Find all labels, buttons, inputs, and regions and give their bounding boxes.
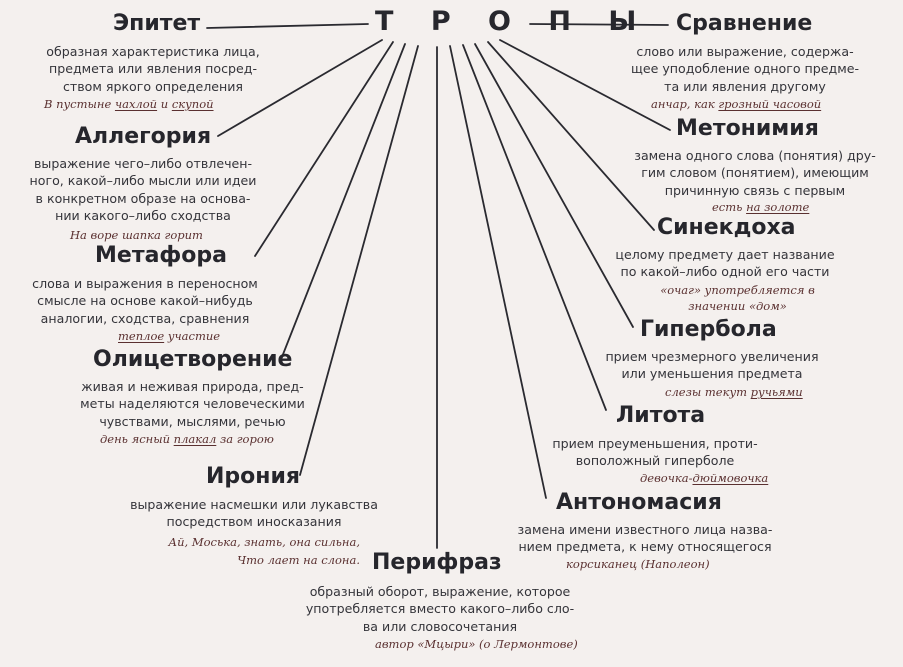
line-litotes: [463, 45, 606, 410]
line-antonomasia: [450, 46, 546, 498]
desc-synecdoche: целому предмету дает название по какой–либо одной его части: [615, 247, 835, 280]
example-periphrasis: автор «Мцыри» (о Лермонтове): [375, 637, 578, 651]
example-hyperbole: слезы текут ручьями: [665, 385, 803, 399]
term-personification: Олицетворение: [93, 347, 293, 372]
desc-metonymy: замена одного слова (понятия) дру- гим словом (понятием), имеющим причинную связь с первым: [634, 148, 876, 198]
example-allegory: На воре шапка горит: [70, 228, 203, 242]
example-comparison: анчар, как грозный часовой: [651, 97, 822, 111]
term-periphrasis: Перифраз: [372, 550, 502, 575]
example-personification: день ясный плакал за горою: [100, 432, 274, 446]
term-irony: Ирония: [206, 464, 301, 489]
example-epithet: В пустыне чахлой и скупой: [44, 97, 214, 111]
desc-allegory: выражение чего–либо отвлечен- ного, какой–либо мысли или идеи в конкретном образе на основа- нии какого–либо сходства: [29, 156, 257, 224]
term-metonymy: Метонимия: [676, 116, 819, 141]
term-synecdoche: Синекдоха: [657, 215, 796, 240]
desc-antonomasia: замена имени известного лица назва- нием предмета, к нему относящегося: [517, 522, 773, 555]
example-metaphor: теплое участие: [118, 329, 221, 343]
line-personification: [280, 44, 405, 362]
desc-epithet: образная характеристика лица, предмета или явления посред- ством яркого определения: [46, 44, 260, 94]
example-irony: Ай, Моська, знать, она сильна, Что лает на слона.: [168, 535, 360, 567]
example-metonymy: есть на золоте: [712, 200, 810, 214]
desc-comparison: слово или выражение, содержа- щее уподобление одного предме- та или явления другому: [630, 44, 860, 94]
desc-metaphor: слова и выражения в переносном смысле на основе какой–нибудь аналогии, сходства, сравнения: [32, 276, 258, 326]
desc-periphrasis: образный оборот, выражение, которое употребляется вместо какого–либо сло- ва или словосочетания: [305, 584, 575, 634]
example-litotes: девочка-дюймовочка: [640, 471, 769, 485]
term-epithet: Эпитет: [113, 11, 201, 36]
example-synecdoche: «очаг» употребляется в значении «дом»: [660, 283, 815, 313]
term-litotes: Литота: [616, 403, 706, 428]
term-antonomasia: Антономасия: [556, 490, 722, 515]
term-metaphor: Метафора: [95, 243, 227, 268]
example-antonomasia: корсиканец (Наполеон): [566, 557, 710, 571]
desc-hyperbole: прием чрезмерного увеличения или уменьшения предмета: [605, 349, 819, 382]
term-hyperbole: Гипербола: [640, 317, 777, 342]
desc-litotes: прием преуменьшения, проти- воположный гиперболе: [552, 436, 758, 469]
term-allegory: Аллегория: [75, 124, 212, 149]
diagram-title: Т Р О П Ы: [375, 6, 651, 37]
term-comparison: Сравнение: [676, 11, 813, 36]
desc-personification: живая и неживая природа, пред- меты наделяются человеческими чувствами, мыслями, речью: [80, 379, 305, 429]
line-epithet: [207, 24, 368, 28]
desc-irony: выражение насмешки или лукавства посредством иносказания: [130, 497, 378, 530]
